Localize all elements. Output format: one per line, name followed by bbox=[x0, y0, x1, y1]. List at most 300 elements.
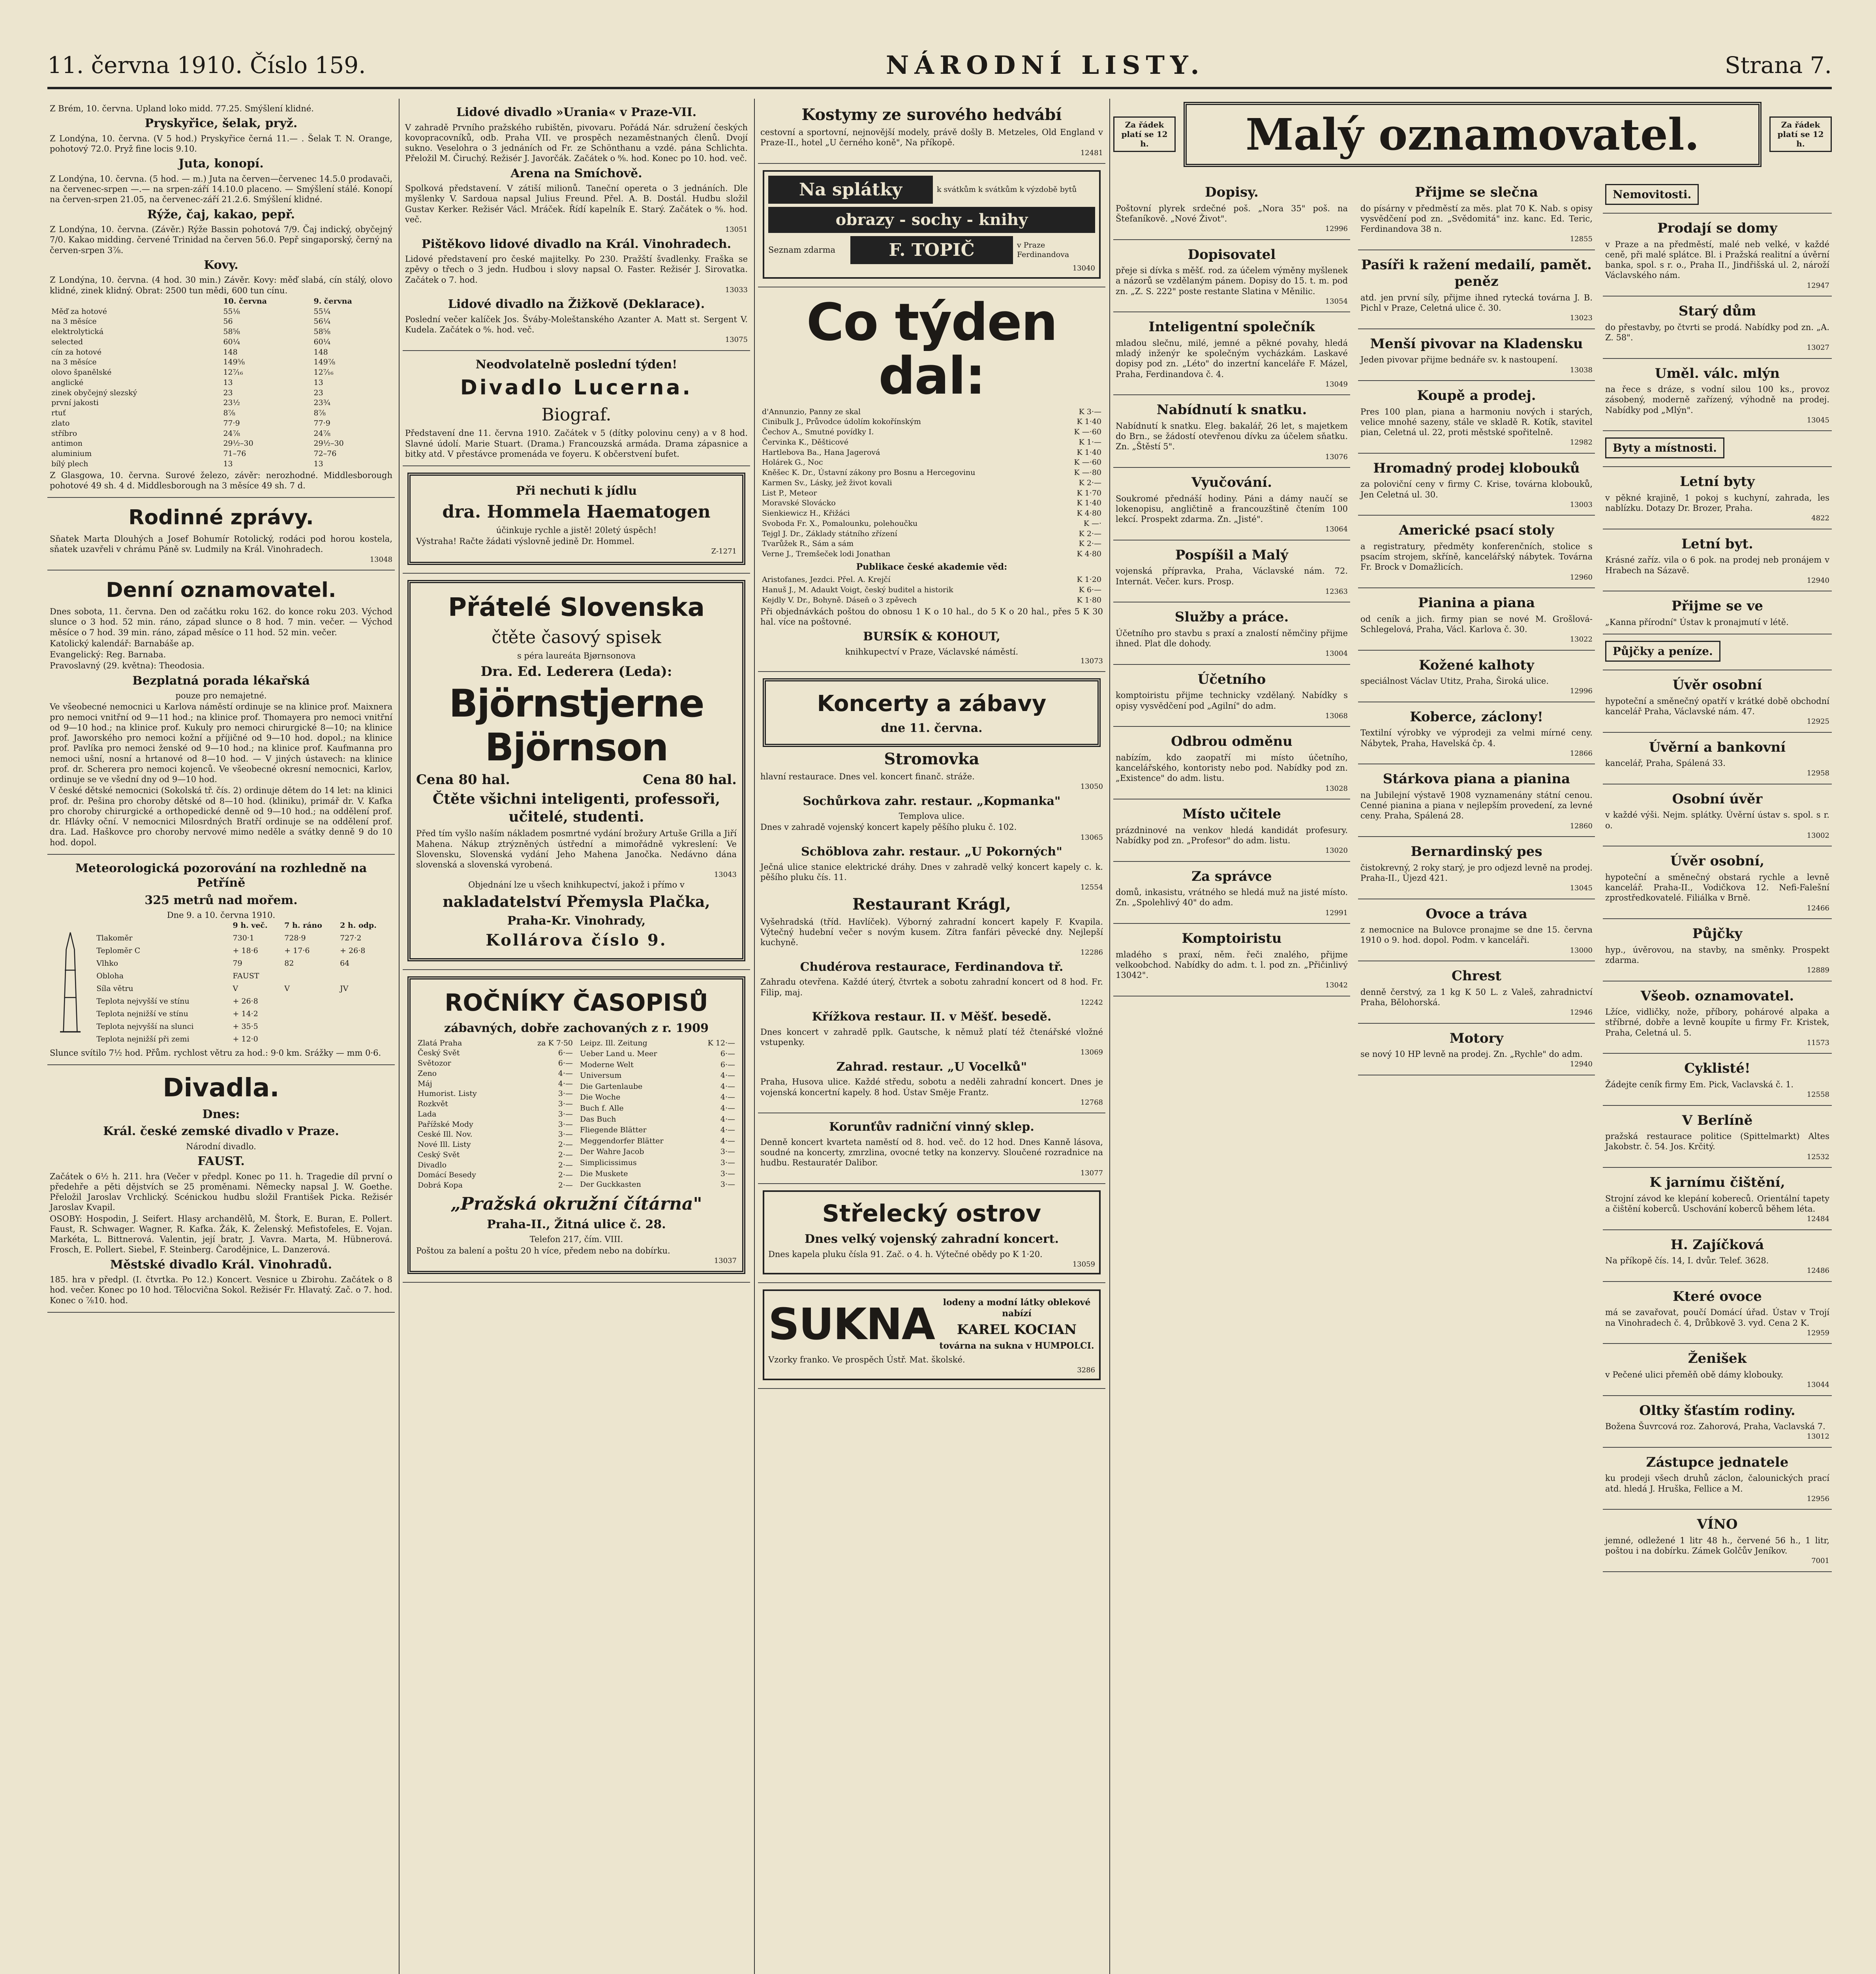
tyden-book-list bbox=[760, 407, 1103, 559]
book-title: Červinka K., Děšticové bbox=[762, 437, 849, 447]
classified-ad bbox=[1603, 359, 1832, 432]
classified-text: Božena Šuvrcová roz. Zahorová, Praha, Vaclavská 7. bbox=[1605, 1422, 1825, 1431]
magazine-name: Die Woche bbox=[580, 1093, 621, 1102]
pistek-text: Lidové představení pro české majitelky. Po 230. Pražští švadlenky. Fraška se zpěvy o třech o 3 jedn. Hudbou i slovy napsal O. Faster. Režisér J. Sirovatka. Začátek o 7. hod. bbox=[405, 254, 748, 285]
ad-number: 13037 bbox=[714, 1256, 737, 1265]
metals-cell: 12⁷⁄₁₆ bbox=[223, 368, 243, 377]
ad-number: 12991 bbox=[1325, 908, 1348, 917]
stromovka-text: hlavní restaurace. Dnes vel. koncert finanč. stráže. bbox=[760, 771, 975, 781]
magazine-row bbox=[578, 1115, 737, 1126]
magazine-name: Rozkvět bbox=[418, 1100, 448, 1109]
magazine-price: 2·— bbox=[558, 1181, 573, 1190]
metals-row bbox=[50, 378, 392, 388]
classifieds-masthead bbox=[1113, 99, 1832, 170]
children-hospital-text: V české dětské nemocnici (Sokolská tř. čís. 2) ordinuje dětem do 14 let: na klinici prof. dr. Pešina pro choroby dětské od 8—10 hod. (kliniku), primář dr. V. Kafka pro choroby chirurgické a orthopedické denně od 9—10 hod.; na oddělení prof. dr. Hlávky oční. V nemocnici Milosrdných Bratří ordinuje se na oddělení prof. dra. Lad. Haškovce pro choroby nervové mimo neděle a svátky denně 9 do 10 hod. dopol. bbox=[50, 786, 392, 847]
calendar-line: Evangelický: Reg. Barnaba. bbox=[50, 650, 166, 659]
classified-text: mladou slečnu, milé, jemné a pěkné povahy, hledá mladý inženýr ke společným vycházkám. Laskavé dopisy pod zn. „Léto" do inzertní kanceláře F. Mázel, Praha, Ferdinandova č. 4. bbox=[1116, 338, 1348, 379]
book-price: K 2·— bbox=[1079, 539, 1101, 548]
urania-text: V zahradě Prvního pražského rubištěn, pivovaru. Pořádá Nár. sdružení českých kovopracovníků, odb. Praha VII. ve prospěch nezaměstnaných členů. Dvojí sukno. Veselohra o 3 jednáních od Fr. ze Schönthanu a vzdé. pána Schlichta. Přeložil M. Čiruchý. Režisér J. Javorčák. Začátek o ⁸⁄₈. hod. Konec po 10. hod. več. bbox=[405, 122, 748, 163]
meteo-cell: Teplota nejnižší při zemi bbox=[96, 1034, 189, 1043]
classified-text: Jeden pivovar přijme bednáře sv. k nastoupení. bbox=[1360, 355, 1558, 365]
price-per-line-left: Za řádek platí se 12 h. bbox=[1113, 116, 1176, 152]
topic-mid: obrazy - sochy - knihy bbox=[768, 207, 1095, 233]
medical-subtitle: pouze pro nemajetné. bbox=[175, 691, 267, 700]
ad-number: 13042 bbox=[1325, 981, 1348, 990]
ad-number: 13002 bbox=[1807, 831, 1829, 840]
ad-number: 12481 bbox=[1080, 148, 1103, 157]
lucerna-text: Představení dne 11. června 1910. Začátek v 5 (dítky polovinu ceny) a v 8 hod. Slavné údolí. Marie Stuart. (Drama.) Francouzská armáda. Drama zápasnice a bitky atd. V přestávce promenáda ve foyeru. K občerstvení bufet. bbox=[405, 428, 748, 459]
meteo-row bbox=[95, 946, 392, 959]
classified-ad bbox=[1358, 899, 1595, 962]
book-row bbox=[760, 417, 1103, 427]
metals-cell: 24⅞ bbox=[313, 429, 331, 438]
bjornson-name-1: Björnstjerne bbox=[449, 681, 704, 726]
book-row bbox=[760, 585, 1103, 595]
meteo-row bbox=[95, 1034, 392, 1047]
ad-number: 12947 bbox=[1807, 281, 1829, 290]
meteo-cell: Teplota nejvyšší ve stínu bbox=[96, 996, 189, 1006]
meteo-cell: Tlakoměr bbox=[96, 933, 133, 942]
korunni-text: Denně koncert kvarteta naměstí od 8. hod. več. do 12 hod. Dnes Kanně lásova, soudné na koncerty, zmrzlina, ovocné tetky na konzervy. Sloučené rozradnice na hudbu. Restauratér Dalibor. bbox=[760, 1137, 1103, 1168]
column-1 bbox=[47, 99, 395, 1974]
ad-number: 12996 bbox=[1325, 225, 1348, 233]
metals-cell: 60¼ bbox=[313, 337, 331, 346]
classified-text: Účetního pro stavbu s praxí a znalostí němčiny přijme ihned. Plat dle dohody. bbox=[1116, 628, 1348, 648]
magazine-row bbox=[416, 1048, 574, 1058]
citarna-note: Poštou za balení a poštu 20 h více, předem nebo na dobírku. bbox=[416, 1246, 670, 1255]
magazine-price: 3·— bbox=[558, 1109, 573, 1118]
meteo-cell: + 12·0 bbox=[233, 1034, 258, 1043]
metals-cell: Měď za hotové bbox=[51, 307, 107, 316]
meteo-cell: Obloha bbox=[96, 971, 124, 980]
book-title: Kněšec K. Dr., Ústavní zákony pro Bosnu a Hercegovinu bbox=[762, 468, 976, 477]
column-rule bbox=[754, 99, 755, 1974]
topic-name: F. TOPIČ bbox=[850, 236, 1013, 264]
column-4b bbox=[1358, 178, 1595, 1974]
classified-ad bbox=[1603, 1282, 1832, 1344]
kopmanka-text: Dnes v zahradě vojenský koncert kapely pěšího pluku č. 102. bbox=[760, 822, 1017, 832]
calendar-line: Katolický kalendář: Barnabáše ap. bbox=[50, 638, 194, 648]
classified-heading: Koberce, záclony! bbox=[1410, 709, 1543, 725]
book-title: Sienkiewicz H., Křižáci bbox=[762, 509, 850, 518]
magazine-row bbox=[416, 1170, 574, 1180]
tyden-ad bbox=[758, 287, 1105, 672]
magazine-row bbox=[416, 1069, 574, 1079]
metals-cell: 23½ bbox=[223, 398, 240, 407]
book-title: List P., Meteor bbox=[762, 488, 817, 497]
meteo-cell bbox=[338, 971, 392, 984]
magazine-name: Die Gartenlaube bbox=[580, 1082, 643, 1091]
ad-number: 12486 bbox=[1807, 1267, 1829, 1275]
citarna-title: „Pražská okružní čítárna" bbox=[450, 1193, 702, 1214]
magazine-name: Domácí Besedy bbox=[418, 1171, 476, 1180]
classified-text: jemné, odležené 1 litr 48 h., červené 56 h., 1 litr, poštou i na dobírku. Zámek Golčův Jeníkov. bbox=[1605, 1535, 1829, 1556]
magazine-name: Nové Ill. Listy bbox=[418, 1140, 471, 1149]
classified-heading: Ženišek bbox=[1688, 1351, 1747, 1367]
topic-ad bbox=[758, 164, 1105, 287]
meteo-cell bbox=[283, 1009, 338, 1022]
metals-cell: 58⅝ bbox=[223, 327, 240, 336]
metals-cell: stříbro bbox=[51, 429, 77, 438]
classified-ad bbox=[1603, 1396, 1832, 1448]
classified-ad bbox=[1603, 178, 1832, 214]
magazine-name: Der Guckkasten bbox=[580, 1180, 641, 1189]
theatre-subtitle: Dnes: bbox=[202, 1107, 240, 1121]
bjornson-author: Dra. Ed. Lederera (Leda): bbox=[480, 663, 672, 679]
ad-number: 13069 bbox=[1080, 1048, 1103, 1057]
magazine-price: 2·— bbox=[558, 1160, 573, 1169]
meteo-cell bbox=[338, 1022, 392, 1034]
ad-number: 12960 bbox=[1570, 573, 1593, 582]
metals-cell: na 3 měsíce bbox=[51, 317, 97, 326]
beseda-text: Dnes koncert v zahradě pplk. Gautsche, k němuž platí též čtenářské vložné vstupenky. bbox=[760, 1027, 1103, 1047]
magazine-price: 4·— bbox=[558, 1069, 573, 1078]
magazine-row bbox=[416, 1150, 574, 1160]
magazine-price: 4·— bbox=[720, 1104, 735, 1113]
classified-heading: Půjčky a peníze. bbox=[1605, 641, 1720, 662]
ad-number: 13023 bbox=[1570, 314, 1593, 323]
meteo-cell: + 14·2 bbox=[233, 1009, 258, 1018]
magazine-name: Ueber Land u. Meer bbox=[580, 1049, 657, 1058]
sukna-ad bbox=[758, 1283, 1105, 1389]
meteo-cell: Teploměr C bbox=[96, 946, 141, 955]
book-title: Cinibulk J., Průvodce údolím kokořínským bbox=[762, 417, 921, 426]
magazine-row bbox=[416, 1058, 574, 1069]
classified-ad bbox=[1113, 602, 1350, 665]
metals-cell: anglické bbox=[51, 378, 84, 387]
classified-ad bbox=[1113, 312, 1350, 395]
ad-number: 12554 bbox=[1080, 883, 1103, 891]
strelecky-ad bbox=[758, 1184, 1105, 1283]
ad-number: 13051 bbox=[725, 225, 748, 234]
metals-row bbox=[50, 429, 392, 439]
meteo-cell: FAUST bbox=[233, 971, 259, 980]
hommel-ad bbox=[403, 466, 750, 574]
classified-ad bbox=[1113, 540, 1350, 603]
ad-number: 12768 bbox=[1080, 1098, 1103, 1107]
magazine-name: Dobrá Kopa bbox=[418, 1181, 463, 1190]
classified-text: na Jubilejní výstavě 1908 vyznamenány státní cenou. Cenné pianina a piana v nejlepším provedení, za levné ceny. Praha, Spálená 28. bbox=[1360, 790, 1593, 821]
book-title: Moravské Slovácko bbox=[762, 499, 836, 508]
magazine-row bbox=[416, 1140, 574, 1150]
book-price: K 1·40 bbox=[1077, 499, 1101, 508]
book-row bbox=[760, 437, 1103, 448]
bjornson-call: Čtěte všichni inteligenti, professoři, učitelé, studenti. bbox=[432, 791, 720, 826]
meteo-cell: Vlhko bbox=[96, 959, 118, 968]
classified-ad bbox=[1113, 727, 1350, 799]
kragl-title: Restaurant Krágl, bbox=[852, 895, 1011, 914]
ad-number: 13012 bbox=[1807, 1432, 1829, 1441]
column-5 bbox=[1603, 178, 1832, 1974]
metals-cell: 71–76 bbox=[223, 449, 246, 458]
classified-text: hypoteční a směnečný opatří v krátké době obchodní kancelář Praha, Václavské nám. 47. bbox=[1605, 696, 1829, 716]
classified-ad bbox=[1358, 178, 1595, 250]
book-price: K 1·20 bbox=[1077, 575, 1101, 584]
metals-row bbox=[50, 337, 392, 347]
ad-number: 13064 bbox=[1325, 525, 1348, 534]
book-row bbox=[760, 458, 1103, 468]
book-row bbox=[760, 529, 1103, 539]
classified-ad bbox=[1603, 1510, 1832, 1572]
book-row bbox=[760, 509, 1103, 519]
classified-heading: Motory bbox=[1449, 1030, 1504, 1046]
ad-number: 12982 bbox=[1570, 438, 1593, 447]
medical-text: Ve všeobecné nemocnici u Karlova náměstí ordinuje se na klinice prof. Maixnera pro nemoci vnitřní od 9—11 hod.; na klinice prof. Thomayera pro nemoci vnitřní od 9—10 hod.; na klinice prof. Kukuly pro nemoci chirurgické 8—10; na klinice prof. Jaworského pro nemoci kožní a příjičné od 9—10 hod. dopol.; na klinice prof. Pavlíka pro nemoci ženské od 9—10 hod.; na klinice prof. Kaufmanna pro nemoci ušní, nosní a hrtanové od 8—10 hod. — V jiných ústavech: na klinice prof. dr. Scherera pro nemoci kojenců. Ve všeobecné okresní nemocnici, Karlov, ordinuje se ve všední dny od 9—10 hod. bbox=[50, 702, 392, 784]
book-title: Aristofanes, Jezdci. Přel. A. Krejčí bbox=[762, 575, 891, 584]
classified-ad bbox=[1603, 733, 1832, 784]
magazine-name: Buch f. Alle bbox=[580, 1104, 624, 1113]
metals-row bbox=[50, 317, 392, 327]
paper-title: NÁRODNÍ LISTY. bbox=[885, 50, 1205, 80]
classified-heading: Komptoiristu bbox=[1182, 931, 1282, 946]
classified-ad bbox=[1113, 924, 1350, 996]
classified-heading: Starý dům bbox=[1678, 303, 1756, 319]
zizkov-text: Poslední večer kalíček Jos. Šváby-Moleštanského Azanter A. Matt st. Sergent V. Kudela. Začátek o ⁸⁄₈. hod. več. bbox=[405, 314, 748, 334]
ad-number: 12956 bbox=[1807, 1494, 1829, 1503]
book-row bbox=[760, 448, 1103, 458]
stromovka-title: Stromovka bbox=[884, 749, 979, 768]
pokornych-title: Schöblova zahr. restaur. „U Pokorných" bbox=[801, 845, 1062, 859]
price-left: Cena 80 hal. bbox=[416, 771, 510, 788]
book-title: Čechov A., Smutné povídky I. bbox=[762, 428, 874, 436]
market-line: Z Brém, 10. června. Upland loko midd. 77.25. Smýšlení klidné. bbox=[50, 104, 314, 113]
magazine-price: 3·— bbox=[558, 1120, 573, 1129]
classified-ad bbox=[1358, 837, 1595, 899]
metals-col-head: 10. června bbox=[223, 296, 267, 306]
classified-text: se nový 10 HP levně na prodej. Zn. „Rychle" do adm. bbox=[1360, 1049, 1583, 1059]
ad-number: 13073 bbox=[1080, 657, 1103, 665]
arena-title: Arena na Smíchově. bbox=[510, 166, 642, 180]
magazine-row bbox=[578, 1147, 737, 1158]
magazine-row bbox=[578, 1125, 737, 1136]
metals-cell: 23 bbox=[223, 388, 233, 397]
metals-cell: 8⅞ bbox=[313, 409, 326, 417]
meteo-cell: 82 bbox=[284, 959, 294, 968]
classified-ad bbox=[1358, 651, 1595, 702]
issue-date: 11. června 1910. Číslo 159. bbox=[47, 52, 366, 79]
citarna-address: Praha-II., Žitná ulice č. 28. bbox=[487, 1217, 666, 1231]
classified-text: od ceník a jich. firmy pian se nové M. Grošlová-Schlegelová, Praha, Václ. Karlova č. 30. bbox=[1360, 614, 1593, 634]
family-news bbox=[47, 498, 395, 570]
book-row bbox=[760, 498, 1103, 509]
magazine-price: 4·— bbox=[720, 1093, 735, 1102]
theatre-name: Král. české zemské divadlo v Praze. bbox=[103, 1124, 339, 1139]
metals-cell: 72–76 bbox=[313, 449, 337, 458]
bjornson-mid: čtěte časový spisek bbox=[492, 627, 661, 647]
hommel-subtitle: účinkuje rychle a jistě! 20letý úspěch! bbox=[496, 525, 657, 535]
tyden-title: Co týden dal: bbox=[806, 292, 1057, 406]
classified-heading: Zástupce jednatele bbox=[1646, 1454, 1789, 1470]
ad-number: Z-1271 bbox=[711, 547, 737, 555]
classified-heading: Pasíři k ražení medailí, pamět. peněz bbox=[1361, 257, 1592, 290]
ad-number: 3286 bbox=[1077, 1366, 1095, 1374]
kostymy-ad bbox=[758, 99, 1105, 164]
ad-number: 12946 bbox=[1570, 1008, 1593, 1017]
vinohrady-title: Městské divadlo Král. Vinohradů. bbox=[110, 1257, 332, 1272]
meteo-subtitle: 325 metrů nad mořem. bbox=[144, 893, 298, 907]
classified-heading: H. Zajíčková bbox=[1670, 1237, 1764, 1253]
book-price: K —· bbox=[1083, 519, 1101, 528]
strelecky-title: Střelecký ostrov bbox=[822, 1200, 1041, 1227]
meteo-col-head bbox=[95, 921, 231, 933]
classified-ad bbox=[1603, 1344, 1832, 1396]
lucerna-subtitle: Biograf. bbox=[541, 405, 612, 425]
book-row bbox=[760, 478, 1103, 488]
meteo-note: Slunce svítilo 7½ hod. Přům. rychlost větru za hod.: 9·0 km. Srážky — mm 0·6. bbox=[50, 1048, 381, 1058]
bjornson-ad bbox=[403, 574, 750, 970]
meteo-col-head: 9 h. več. bbox=[233, 921, 268, 930]
classified-ad bbox=[1113, 665, 1350, 727]
bjornson-name-2: Björnson bbox=[485, 725, 668, 770]
vocelka-text: Praha, Husova ulice. Každé středu, sobotu a neděli zahradní koncert. Dnes je vojenská koncertní kapely. 8 hod. Ústav Směje Frantz. bbox=[760, 1077, 1103, 1097]
calendar-line: Pravoslavný (29. května): Theodosia. bbox=[50, 661, 205, 671]
classified-text: za poloviční ceny v firmy C. Krise, továrna klobouků, Jen Celetná ul. 30. bbox=[1360, 479, 1593, 499]
book-title: Hartlebova Ba., Hana Jagerová bbox=[762, 448, 880, 457]
magazine-row bbox=[416, 1160, 574, 1171]
classified-ad bbox=[1358, 961, 1595, 1024]
ad-number: 13050 bbox=[1080, 782, 1103, 791]
rocniky-title: ROČNÍKY ČASOPISŮ bbox=[445, 989, 708, 1017]
ad-number: 4822 bbox=[1811, 514, 1829, 523]
zizkov-title: Lidové divadlo na Žižkově (Deklarace). bbox=[448, 297, 705, 311]
meteo-row bbox=[95, 1009, 392, 1022]
book-row bbox=[760, 468, 1103, 478]
meteo-title: Meteorologická pozorování na rozhledně na Petříně bbox=[75, 861, 367, 890]
metals-cell: 23 bbox=[313, 388, 323, 397]
vinohrady-text: 185. hra v předpl. (I. čtvrtka. Po 12.) Koncert. Vesnice u Zbirohu. Začátek o 8 hod. večer. Konec po 10 hod. Tělocvična Sokol. Režisér Fr. Hlavatý. Zač. o 7. hod. Konec o ⅞10. hod. bbox=[50, 1275, 392, 1305]
metals-row bbox=[50, 408, 392, 418]
classified-text: v každé výši. Nejm. splátky. Úvěrní ústav s. spol. s r. o. bbox=[1605, 810, 1829, 830]
classified-heading: Které ovoce bbox=[1673, 1288, 1762, 1304]
magazine-price: 6·— bbox=[720, 1060, 735, 1069]
classified-ad bbox=[1603, 1054, 1832, 1105]
metals-note: Z Glasgowa, 10. června. Surové železo, závěr: nerozhodné. Middlesborough pohotové 49 sh. 4 d. Middlesborough na 3 měsíce 49 sh. 7 d. bbox=[50, 470, 392, 490]
magazine-name: Fliegende Blätter bbox=[580, 1126, 647, 1135]
classified-ad bbox=[1603, 467, 1832, 529]
classified-text: Pres 100 plan, piana a harmoniu nových i starých, velice mnohé sazeny, stále ve skladě R. Kotík, stavitel pian, Celetná ul. 22, proti městské spořitelně. bbox=[1360, 407, 1593, 437]
book-price: K 1·70 bbox=[1077, 488, 1101, 497]
metals-cell: na 3 měsíce bbox=[51, 358, 97, 367]
ad-number: 12242 bbox=[1080, 998, 1103, 1007]
classified-ad bbox=[1603, 784, 1832, 847]
magazine-row bbox=[416, 1089, 574, 1099]
classified-heading: Dopisovatel bbox=[1188, 246, 1276, 263]
book-price: K —·60 bbox=[1074, 458, 1101, 467]
classified-heading: Úvěr osobní, bbox=[1670, 853, 1765, 869]
meteo-cell bbox=[338, 1009, 392, 1022]
urania-title: Lidové divadlo »Urania« v Praze-VII. bbox=[456, 105, 697, 119]
classified-ad bbox=[1603, 919, 1832, 981]
classified-heading: Hromadný prodej klobouků bbox=[1373, 460, 1580, 476]
meteo-cell: + 35·5 bbox=[233, 1022, 258, 1031]
tyden-academy-list bbox=[760, 575, 1103, 605]
page-number: Strana 7. bbox=[1724, 52, 1832, 79]
metals-cell: 60¼ bbox=[223, 337, 240, 346]
classified-heading: VÍNO bbox=[1697, 1516, 1738, 1533]
magazine-row bbox=[578, 1158, 737, 1169]
market-line: Z Londýna, 10. června. (4 hod. 30 min.) Závěr. Kovy: měď slabá, cín stálý, olovo klidné, zinek klidný. Obrat: 2500 tun mědi, 600 tun cínu. bbox=[50, 275, 392, 295]
concerts-date: dne 11. června. bbox=[881, 721, 983, 736]
column-rule bbox=[399, 99, 400, 1974]
price-per-line-right: Za řádek platí se 12 h. bbox=[1769, 116, 1832, 152]
magazine-name: Humorist. Listy bbox=[418, 1089, 477, 1098]
book-price: K 1·80 bbox=[1077, 595, 1101, 604]
classified-heading: Byty a místnosti. bbox=[1605, 437, 1724, 458]
column-4a bbox=[1113, 178, 1350, 1974]
classified-text: ku prodeji všech druhů záclon, čalounických prací atd. hledá J. Hruška, Fellice a M. bbox=[1605, 1473, 1829, 1494]
metals-cell: 13 bbox=[313, 459, 323, 468]
column-rule bbox=[1109, 99, 1110, 1974]
classified-heading: Přijme se ve bbox=[1671, 598, 1763, 614]
magazine-price: 3·— bbox=[720, 1180, 735, 1189]
meteo-row bbox=[95, 959, 392, 971]
classified-text: na řece s dráze, s vodní silou 100 ks., provoz zásobený, moderně zařízený, výhodně na prodej. Nabídky pod „Mlýn". bbox=[1605, 385, 1829, 415]
book-title: Svoboda Fr. X., Pomalounku, polehoučku bbox=[762, 519, 918, 528]
play-text: Začátek o 6½ h. 211. hra (Večer v předpl. Konec po 11. h. Tragedie díl první o předehře a pěti dějstvích se 25 proměnami. Německy napsal J. W. Goethe. Přeložil Jaroslav Vrchlický. Scénickou hudbu složil František Picka. Režisér Jaroslav Kvapil. bbox=[50, 1171, 392, 1212]
magazine-price: 2·— bbox=[558, 1140, 573, 1149]
ad-number: 13003 bbox=[1570, 500, 1593, 509]
classified-text: Žádejte ceník firmy Em. Pick, Vaclavská č. 1. bbox=[1605, 1079, 1794, 1089]
metals-col-head: 9. června bbox=[313, 296, 352, 306]
magazine-price: 4·— bbox=[558, 1079, 573, 1088]
classified-heading: Pospíšil a Malý bbox=[1175, 547, 1289, 563]
classified-heading: Za správce bbox=[1191, 868, 1272, 884]
ad-number: 13045 bbox=[1570, 884, 1593, 892]
ad-number: 13038 bbox=[1570, 366, 1593, 374]
pistek-title: Pištěkovo lidové divadlo na Král. Vinohradech. bbox=[421, 237, 732, 251]
classified-heading: Úvěrní a bankovní bbox=[1649, 739, 1786, 755]
classified-text: kancelář, Praha, Spálená 33. bbox=[1605, 758, 1726, 768]
classified-heading: Dopisy. bbox=[1205, 184, 1259, 200]
classified-text: atd. jen první síly, přijme ihned rytecká továrna J. B. Pichl v Praze, Celetná ulice č. 30. bbox=[1360, 293, 1593, 313]
classified-ad bbox=[1113, 395, 1350, 468]
magazine-price: 6·— bbox=[720, 1049, 735, 1058]
book-row bbox=[760, 595, 1103, 606]
meteo-row bbox=[95, 996, 392, 1009]
book-title: Tejgl J. Dr., Základy státního zřízení bbox=[762, 529, 897, 538]
meteo-row bbox=[95, 971, 392, 984]
ad-number: 12532 bbox=[1807, 1152, 1829, 1161]
meteo-cell: 728·9 bbox=[284, 933, 306, 942]
metals-cell: selected bbox=[51, 337, 83, 346]
bjornson-text: Před tím vyšlo naším nákladem posmrtné vydání brožury Artuše Grilla a Jiří Mahena. Nákup ztrýzněných ústřední a mimořádně vykreslení: Ve Slovensku, Slovenská vydání Jeho Mahena Janočka. Nedávno dána slovenská a slovenská vyrobená. bbox=[416, 829, 737, 870]
newspaper-page bbox=[47, 43, 1832, 1974]
classified-text: v pěkné krajině, 1 pokoj s kuchyní, zahrada, les nablízku. Dotazy Dr. Brozer, Praha. bbox=[1605, 493, 1829, 513]
magazine-name: Pařížské Mody bbox=[418, 1120, 473, 1129]
meteo-section bbox=[47, 855, 395, 1065]
magazine-price: 2·— bbox=[558, 1171, 573, 1180]
classified-text: z nemocnice na Bulovce pronajme se dne 15. června 1910 o 9. hod. dopol. Podm. v kanceláři. bbox=[1360, 925, 1593, 945]
metals-cell: antimon bbox=[51, 439, 83, 448]
ad-number: 13076 bbox=[1325, 452, 1348, 461]
ad-number: 12363 bbox=[1325, 587, 1348, 596]
ad-number: 13000 bbox=[1570, 946, 1593, 955]
classified-ad bbox=[1113, 240, 1350, 313]
metals-cell: 8⅞ bbox=[223, 409, 235, 417]
classified-text: komptoiristu přijme technicky vzdělaný. Nabídky s opisy vysvědčení pod „Agilní" do adm. bbox=[1116, 691, 1348, 711]
magazine-row bbox=[578, 1180, 737, 1191]
ad-number: 12940 bbox=[1807, 576, 1829, 585]
magazine-row bbox=[578, 1103, 737, 1115]
meteo-cell: 727·2 bbox=[340, 933, 362, 942]
column-2 bbox=[403, 99, 750, 1974]
meteo-row bbox=[95, 1022, 392, 1034]
strelecky-subtitle: Dnes velký vojenský zahradní koncert. bbox=[805, 1232, 1059, 1246]
placek-address: Praha-Kr. Vinohrady, bbox=[507, 914, 646, 928]
book-row bbox=[760, 407, 1103, 417]
ad-number: 12866 bbox=[1570, 749, 1593, 758]
magazine-name: Ceský Svět bbox=[418, 1150, 460, 1159]
